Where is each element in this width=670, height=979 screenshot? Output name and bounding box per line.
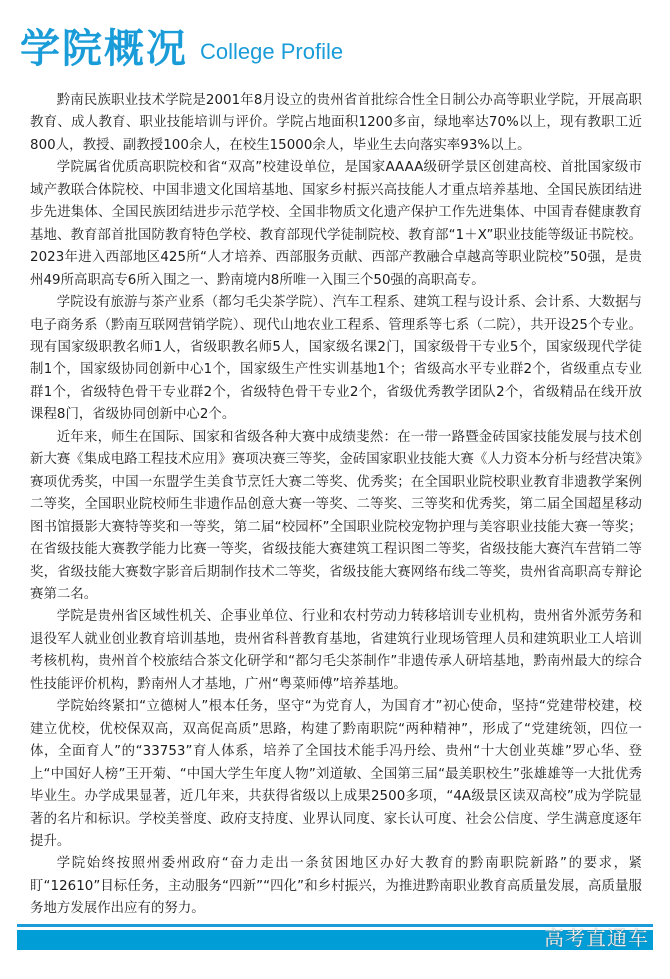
paragraph-overview: 黔南民族职业技术学院是2001年8月设立的贵州省首批综合性全日制公办高等职业学院，开展高职教育、成人教育、职业技能培训与评价。学院占地面积1200多亩，绿地率达70%以上，现有教职工近800人，教授、副教授100余人，在校生15000余人，毕业生去向落实率93%以上。 [30,93,642,153]
paragraph-goals: 学院始终按照州委州政府“奋力走出一条贫困地区办好大教育的黔南职院新路”的要求，紧盯“12610”目标任务，主动服务“四新”“四化”和乡村振兴，为推进黔南职业教育高质量发展，高质量服务地方发展作出应有的努力。 [30,856,642,917]
paragraph-education-philosophy: 学院始终紧扣“立德树人”根本任务，坚守“为党育人，为国育才”初心使命，坚持“党建带校建，校建立优校，优校保双高，双高促高质”思路，构建了黔南职院“两种精神”，形成了“党建统领，四位一体，全面育人”的“33753”育人体系，培养了全国技术能手冯丹绘、贵州“十大创业英雄”罗心华、登上“中国好人榜”王开菊、“中国大学生年度人物”刘道敏、全国第三届“最美职校生”张雄雄等一大批优秀毕业生。办学成果显著，近几年来，共获得省级以上成果2500多项，“4A级景区读双高校”成为学院显著的名片和标识。学校美誉度、政府支持度、业界认同度、家长认可度、社会公信度、学生满意度逐年提升。 [30,699,642,849]
page-title: 学院概况 [20,26,188,72]
page-subtitle-english: College Profile [200,39,344,64]
footer-brand: 高考直通车 [544,926,649,950]
paragraph-awards: 近年来，师生在国际、国家和省级各种大赛中成绩斐然：在一带一路暨金砖国家技能发展与技术创新大赛《集成电路工程技术应用》赛项决赛三等奖，金砖国家职业技能大赛《人力资本分析与经营决策》赛项优秀奖，中国一东盟学生美食节烹饪大赛二等奖、优秀奖；在全国职业院校职业教育非遗教学案例二等奖，全国职业院校师生非遗作品创意大赛一等奖、二等奖、三等奖和优秀奖，第二届全国超星移动图书馆摄影大赛特等奖和一等奖，第二届“校园杯”全国职业院校宠物护理与美容职业技能大赛一等奖；在省级技能大赛教学能力比赛一等奖，省级技能大赛建筑工程识图二等奖，省级技能大赛汽车营销二等奖，省级技能大赛数字影音后期制作技术二等奖，省级技能大赛网络布线二等奖，贵州省高职高专辩论赛第二名。 [30,429,642,602]
paragraph-honors: 学院属省优质高职院校和省“双高”校建设单位，是国家AAAA级研学景区创建高校、首批国家级市域产教联合体院校、中国非遗文化国培基地、国家乡村振兴高技能人才重点培养基地、全国民族团结进步先进集体、全国民族团结进步示范学校、全国非物质文化遗产保护工作先进集体、中国青春健康教育基地、教育部首批国防教育特色学校、教育部现代学徒制院校、教育部“1＋X”职业技能等级证书院校。2023年进入西部地区425所“人才培养、西部服务贡献、西部产教融合卓越高等职业院校”50强，是贵州49所高职高专6所入围之一、黔南境内8所唯一入围三个50强的高职高专。 [30,160,642,288]
paragraph-training-bases: 学院是贵州省区域性机关、企事业单位、行业和农村劳动力转移培训专业机构，贵州省外派劳务和退役军人就业创业教育培训基地，贵州省科普教育基地，省建筑行业现场管理人员和建筑职业工人培训考核机构，贵州首个校旅结合茶文化研学和“都匀毛尖茶制作”非遗传承人研培基地，黔南州最大的综合性技能评价机构，黔南州人才基地，广州“粤菜师傅”培养基地。 [30,609,642,692]
profile-body [30,90,642,921]
footer-bar [17,926,653,950]
page-header [20,22,343,72]
paragraph-departments: 学院设有旅游与茶产业系（都匀毛尖茶学院）、汽车工程系、建筑工程与设计系、会计系、大数据与电子商务系（黔南互联网营销学院）、现代山地农业工程系、管理系等七系（二院），共开设25个专业。现有国家级职教名师1人，省级职教名师5人，国家级名课2门，国家级骨干专业5个，国家级现代学徒制1个，国家级协同创新中心1个，国家级生产性实训基地1个；省级高水平专业群2个，省级重点专业群1个，省级特色骨干专业群2个，省级特色骨干专业2个，省级优秀教学团队2个，省级精品在线开放课程8门，省级协同创新中心2个。 [30,295,642,423]
